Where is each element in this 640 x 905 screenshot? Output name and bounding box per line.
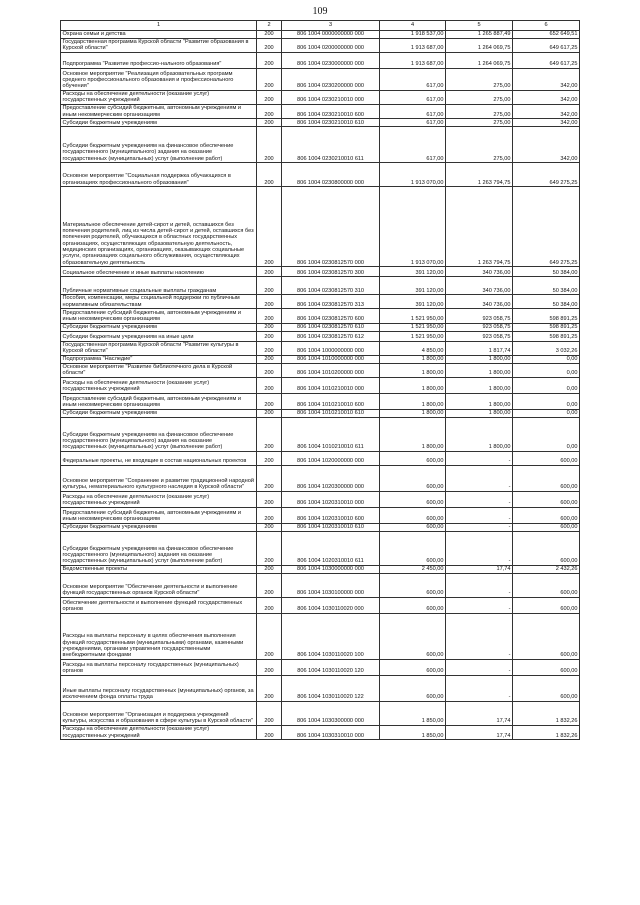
budget-item-name: Субсидии бюджетным учреждениям на финансовое обеспечение государственного (муниципального) задания на оказание государственных (муниципальных) услуг (выполнение работ) [61, 531, 257, 565]
budget-item-name: Публичные нормативные социальные выплаты гражданам [61, 277, 257, 295]
budget-classification-code: 806 1004 1020000000 000 [282, 451, 380, 465]
grbs-code: 200 [257, 267, 282, 277]
grbs-code: 200 [257, 409, 282, 417]
table-row [61, 38, 580, 52]
grbs-code: 200 [257, 451, 282, 465]
executed-amount: 1 800,00 [446, 355, 513, 363]
approved-amount: 1 913 687,00 [380, 38, 446, 52]
budget-item-name: Субсидии бюджетным учреждениям на финансовое обеспечение государственного (муниципального) задания на оказание государственных (муниципальных) услуг (выполнение работ) [61, 127, 257, 163]
table-row [61, 597, 580, 613]
unexecuted-amount: 0,00 [513, 393, 580, 409]
table-row [61, 465, 580, 491]
budget-item-name: Социальное обеспечение и иные выплаты населению [61, 267, 257, 277]
column-header-1: 1 [61, 21, 257, 31]
executed-amount: - [446, 597, 513, 613]
budget-item-name: Основное мероприятие "Развитие библиотечного дела в Курской области" [61, 363, 257, 377]
budget-item-name: Основное мероприятие "Обеспечение деятельности и выполнение функций государственных органов Курской области" [61, 573, 257, 597]
budget-classification-code: 806 1004 0230200000 000 [282, 68, 380, 90]
executed-amount: 1 264 069,75 [446, 52, 513, 68]
grbs-code: 200 [257, 725, 282, 739]
budget-item-name: Основное мероприятие "Сохранение и развитие традиционной народной культуры, нематериального культурного наследия в Курской области" [61, 465, 257, 491]
budget-item-name: Основное мероприятие "Реализация образовательных программ среднего профессионального образования и профессионального обучения" [61, 68, 257, 90]
budget-classification-code: 806 1004 1010210010 000 [282, 377, 380, 393]
grbs-code: 200 [257, 90, 282, 104]
table-row [61, 659, 580, 675]
budget-item-name: Субсидии бюджетным учреждениям на иные цели [61, 331, 257, 341]
executed-amount: 1 800,00 [446, 417, 513, 451]
unexecuted-amount: 598 891,25 [513, 309, 580, 323]
table-row [61, 531, 580, 565]
budget-classification-code: 806 1004 1030100000 000 [282, 573, 380, 597]
executed-amount: 17,74 [446, 725, 513, 739]
executed-amount: 17,74 [446, 701, 513, 725]
grbs-code: 200 [257, 675, 282, 701]
executed-amount: 1 817,74 [446, 341, 513, 355]
unexecuted-amount: 0,00 [513, 377, 580, 393]
executed-amount: 275,00 [446, 104, 513, 118]
executed-amount: 1 800,00 [446, 377, 513, 393]
table-row [61, 393, 580, 409]
table-row [61, 613, 580, 659]
grbs-code: 200 [257, 68, 282, 90]
approved-amount: 617,00 [380, 119, 446, 127]
executed-amount: 1 263 794,75 [446, 187, 513, 267]
table-row [61, 701, 580, 725]
approved-amount: 1 918 537,00 [380, 30, 446, 38]
unexecuted-amount: 649 275,25 [513, 187, 580, 267]
grbs-code: 200 [257, 341, 282, 355]
approved-amount: 1 800,00 [380, 377, 446, 393]
approved-amount: 1 521 950,00 [380, 331, 446, 341]
executed-amount: 1 265 887,49 [446, 30, 513, 38]
budget-classification-code: 806 1004 1000000000 000 [282, 341, 380, 355]
budget-item-name: Субсидии бюджетным учреждениям [61, 523, 257, 531]
budget-classification-code: 806 1004 0000000000 000 [282, 30, 380, 38]
grbs-code: 200 [257, 331, 282, 341]
budget-classification-code: 806 1004 1030000000 000 [282, 565, 380, 573]
column-header-4: 4 [380, 21, 446, 31]
budget-item-name: Государственная программа Курской области "Развитие образования в Курской области" [61, 38, 257, 52]
approved-amount: 1 800,00 [380, 417, 446, 451]
budget-item-name: Подпрограмма "Развитие профессио-нального образования" [61, 52, 257, 68]
budget-classification-code: 806 1004 0230210010 610 [282, 119, 380, 127]
executed-amount: 1 800,00 [446, 393, 513, 409]
budget-item-name: Предоставление субсидий бюджетным, автономным учреждениям и иным некоммерческим организациям [61, 393, 257, 409]
executed-amount: 17,74 [446, 565, 513, 573]
unexecuted-amount: 342,00 [513, 104, 580, 118]
unexecuted-amount: 50 384,00 [513, 277, 580, 295]
approved-amount: 617,00 [380, 90, 446, 104]
budget-classification-code: 806 1004 1020310010 600 [282, 507, 380, 523]
executed-amount: - [446, 465, 513, 491]
approved-amount: 600,00 [380, 451, 446, 465]
budget-classification-code: 806 1004 0230000000 000 [282, 52, 380, 68]
table-row [61, 119, 580, 127]
unexecuted-amount: 50 384,00 [513, 267, 580, 277]
budget-item-name: Расходы на выплаты персоналу государственных (муниципальных) органов [61, 659, 257, 675]
executed-amount: - [446, 659, 513, 675]
table-header-row [61, 21, 580, 31]
unexecuted-amount: 600,00 [513, 523, 580, 531]
approved-amount: 617,00 [380, 127, 446, 163]
table-row [61, 295, 580, 309]
table-row [61, 68, 580, 90]
unexecuted-amount: 600,00 [513, 507, 580, 523]
approved-amount: 1 800,00 [380, 409, 446, 417]
executed-amount: 1 800,00 [446, 409, 513, 417]
executed-amount: 1 264 069,75 [446, 38, 513, 52]
unexecuted-amount: 600,00 [513, 451, 580, 465]
table-row [61, 127, 580, 163]
approved-amount: 600,00 [380, 523, 446, 531]
approved-amount: 391 120,00 [380, 277, 446, 295]
grbs-code: 200 [257, 119, 282, 127]
grbs-code: 200 [257, 309, 282, 323]
unexecuted-amount: 600,00 [513, 491, 580, 507]
table-row [61, 451, 580, 465]
budget-classification-code: 806 1004 0230812570 313 [282, 295, 380, 309]
unexecuted-amount: 342,00 [513, 127, 580, 163]
executed-amount: 1 263 794,75 [446, 163, 513, 187]
budget-item-name: Федеральные проекты, не входящие в состав национальных проектов [61, 451, 257, 465]
grbs-code: 200 [257, 701, 282, 725]
grbs-code: 200 [257, 363, 282, 377]
budget-classification-code: 806 1004 0230812570 310 [282, 277, 380, 295]
grbs-code: 200 [257, 323, 282, 331]
grbs-code: 200 [257, 531, 282, 565]
executed-amount: 1 800,00 [446, 363, 513, 377]
table-row [61, 507, 580, 523]
approved-amount: 1 850,00 [380, 701, 446, 725]
grbs-code: 200 [257, 573, 282, 597]
approved-amount: 600,00 [380, 675, 446, 701]
unexecuted-amount: 649 275,25 [513, 163, 580, 187]
grbs-code: 200 [257, 393, 282, 409]
executed-amount: 275,00 [446, 127, 513, 163]
approved-amount: 391 120,00 [380, 295, 446, 309]
table-row [61, 52, 580, 68]
budget-execution-table [60, 20, 580, 740]
unexecuted-amount: 598 891,25 [513, 331, 580, 341]
executed-amount: - [446, 507, 513, 523]
unexecuted-amount: 600,00 [513, 531, 580, 565]
unexecuted-amount: 50 384,00 [513, 295, 580, 309]
approved-amount: 1 800,00 [380, 363, 446, 377]
grbs-code: 200 [257, 507, 282, 523]
grbs-code: 200 [257, 30, 282, 38]
table-row [61, 341, 580, 355]
grbs-code: 200 [257, 52, 282, 68]
executed-amount: 340 736,00 [446, 295, 513, 309]
executed-amount: 923 058,75 [446, 309, 513, 323]
unexecuted-amount: 649 617,25 [513, 52, 580, 68]
table-row [61, 523, 580, 531]
table-row [61, 267, 580, 277]
budget-item-name: Предоставление субсидий бюджетным, автономным учреждениям и иным некоммерческим организациям [61, 309, 257, 323]
executed-amount: - [446, 531, 513, 565]
budget-item-name: Субсидии бюджетным учреждениям [61, 323, 257, 331]
budget-item-name: Предоставление субсидий бюджетным, автономным учреждениям и иным некоммерческим организациям [61, 507, 257, 523]
budget-item-name: Государственная программа Курской области "Развитие культуры в Курской области" [61, 341, 257, 355]
budget-classification-code: 806 1004 0230812570 612 [282, 331, 380, 341]
unexecuted-amount: 649 617,25 [513, 38, 580, 52]
unexecuted-amount: 3 032,26 [513, 341, 580, 355]
approved-amount: 391 120,00 [380, 267, 446, 277]
grbs-code: 200 [257, 163, 282, 187]
column-header-6: 6 [513, 21, 580, 31]
grbs-code: 200 [257, 491, 282, 507]
table-row [61, 725, 580, 739]
unexecuted-amount: 600,00 [513, 465, 580, 491]
budget-item-name: Расходы на обеспечение деятельности (оказание услуг) государственных учреждений [61, 491, 257, 507]
approved-amount: 617,00 [380, 104, 446, 118]
approved-amount: 4 850,00 [380, 341, 446, 355]
grbs-code: 200 [257, 659, 282, 675]
budget-item-name: Охрана семьи и детства [61, 30, 257, 38]
page-number: 109 [312, 6, 328, 17]
grbs-code: 200 [257, 597, 282, 613]
unexecuted-amount: 342,00 [513, 68, 580, 90]
grbs-code: 200 [257, 417, 282, 451]
unexecuted-amount: 652 649,51 [513, 30, 580, 38]
grbs-code: 200 [257, 127, 282, 163]
table-row [61, 565, 580, 573]
budget-classification-code: 806 1004 1030110020 100 [282, 613, 380, 659]
unexecuted-amount: 1 832,26 [513, 725, 580, 739]
budget-item-name: Основное мероприятие "Организация и поддержка учреждений культуры, искусства и образования в сфере культуры в Курской области" [61, 701, 257, 725]
unexecuted-amount: 2 432,26 [513, 565, 580, 573]
budget-classification-code: 806 1004 1020310010 000 [282, 491, 380, 507]
approved-amount: 1 913 070,00 [380, 187, 446, 267]
column-header-3: 3 [282, 21, 380, 31]
budget-classification-code: 806 1004 0230812570 000 [282, 187, 380, 267]
grbs-code: 200 [257, 377, 282, 393]
grbs-code: 200 [257, 187, 282, 267]
budget-classification-code: 806 1004 1020300000 000 [282, 465, 380, 491]
executed-amount: 340 736,00 [446, 267, 513, 277]
grbs-code: 200 [257, 38, 282, 52]
budget-item-name: Предоставление субсидий бюджетным, автономным учреждениям и иным некоммерческим организациям [61, 104, 257, 118]
grbs-code: 200 [257, 465, 282, 491]
executed-amount: 275,00 [446, 68, 513, 90]
grbs-code: 200 [257, 277, 282, 295]
approved-amount: 600,00 [380, 507, 446, 523]
budget-item-name: Расходы на обеспечение деятельности (оказание услуг) государственных учреждений [61, 725, 257, 739]
table-row [61, 409, 580, 417]
approved-amount: 1 800,00 [380, 355, 446, 363]
table-row [61, 187, 580, 267]
table-row [61, 377, 580, 393]
table-row [61, 355, 580, 363]
column-header-2: 2 [257, 21, 282, 31]
table-row [61, 573, 580, 597]
unexecuted-amount: 600,00 [513, 675, 580, 701]
budget-classification-code: 806 1004 1030110020 000 [282, 597, 380, 613]
budget-item-name: Субсидии бюджетным учреждениям [61, 119, 257, 127]
executed-amount: 923 058,75 [446, 331, 513, 341]
executed-amount: - [446, 523, 513, 531]
unexecuted-amount: 600,00 [513, 597, 580, 613]
grbs-code: 200 [257, 104, 282, 118]
table-row [61, 90, 580, 104]
table-row [61, 323, 580, 331]
unexecuted-amount: 600,00 [513, 573, 580, 597]
budget-item-name: Обеспечение деятельности и выполнение функций государственных органов [61, 597, 257, 613]
budget-classification-code: 806 1004 0200000000 000 [282, 38, 380, 52]
unexecuted-amount: 0,00 [513, 355, 580, 363]
budget-classification-code: 806 1004 1030110020 120 [282, 659, 380, 675]
approved-amount: 2 450,00 [380, 565, 446, 573]
table-row [61, 363, 580, 377]
approved-amount: 600,00 [380, 491, 446, 507]
budget-item-name: Расходы на обеспечение деятельности (оказание услуг) государственных учреждений [61, 90, 257, 104]
grbs-code: 200 [257, 355, 282, 363]
approved-amount: 1 800,00 [380, 393, 446, 409]
unexecuted-amount: 600,00 [513, 659, 580, 675]
approved-amount: 600,00 [380, 573, 446, 597]
budget-item-name: Материальное обеспечение детей-сирот и детей, оставшихся без попечения родителей, лиц из числа детей-сирот и детей, оставшихся без попечения родителей, обучающихся в областных государственных организациях, осуществляющих образовательную деятельность, медицинских организациях, организациях, оказывающих социальные услуги, организациях социального обслуживания, осуществляющих образовательную деятельность [61, 187, 257, 267]
budget-item-name: Подпрограмма "Наследие" [61, 355, 257, 363]
table-row [61, 331, 580, 341]
approved-amount: 600,00 [380, 659, 446, 675]
unexecuted-amount: 0,00 [513, 409, 580, 417]
executed-amount: - [446, 573, 513, 597]
unexecuted-amount: 598 891,25 [513, 323, 580, 331]
unexecuted-amount: 342,00 [513, 90, 580, 104]
executed-amount: - [446, 675, 513, 701]
grbs-code: 200 [257, 295, 282, 309]
approved-amount: 600,00 [380, 597, 446, 613]
executed-amount: 275,00 [446, 119, 513, 127]
approved-amount: 617,00 [380, 68, 446, 90]
budget-item-name: Пособия, компенсации, меры социальной поддержки по публичным нормативным обязательствам [61, 295, 257, 309]
table-row [61, 491, 580, 507]
budget-item-name: Субсидии бюджетным учреждениям [61, 409, 257, 417]
approved-amount: 1 913 070,00 [380, 163, 446, 187]
unexecuted-amount: 0,00 [513, 363, 580, 377]
grbs-code: 200 [257, 523, 282, 531]
executed-amount: - [446, 451, 513, 465]
budget-classification-code: 806 1004 0230210010 611 [282, 127, 380, 163]
budget-classification-code: 806 1004 1010200000 000 [282, 363, 380, 377]
table-row [61, 30, 580, 38]
executed-amount: - [446, 491, 513, 507]
budget-classification-code: 806 1004 0230812570 300 [282, 267, 380, 277]
table-row [61, 417, 580, 451]
budget-item-name: Расходы на выплаты персоналу в целях обеспечения выполнения функций государственными (муниципальными) органами, казенными учреждениями, органами управления государственными внебюджетными фондами [61, 613, 257, 659]
budget-classification-code: 806 1004 1030310010 000 [282, 725, 380, 739]
approved-amount: 600,00 [380, 613, 446, 659]
approved-amount: 600,00 [380, 465, 446, 491]
executed-amount: - [446, 613, 513, 659]
approved-amount: 1 850,00 [380, 725, 446, 739]
budget-classification-code: 806 1004 0230812570 600 [282, 309, 380, 323]
budget-classification-code: 806 1004 1020310010 611 [282, 531, 380, 565]
budget-classification-code: 806 1004 0230812570 610 [282, 323, 380, 331]
budget-classification-code: 806 1004 1010000000 000 [282, 355, 380, 363]
executed-amount: 923 058,75 [446, 323, 513, 331]
approved-amount: 1 521 950,00 [380, 323, 446, 331]
approved-amount: 1 913 687,00 [380, 52, 446, 68]
budget-item-name: Основное мероприятие "Социальная поддержка обучающихся в организациях профессионального образования" [61, 163, 257, 187]
budget-classification-code: 806 1004 1020310010 610 [282, 523, 380, 531]
grbs-code: 200 [257, 613, 282, 659]
unexecuted-amount: 0,00 [513, 417, 580, 451]
approved-amount: 600,00 [380, 531, 446, 565]
budget-classification-code: 806 1004 0230800000 000 [282, 163, 380, 187]
budget-classification-code: 806 1004 1030300000 000 [282, 701, 380, 725]
table-row [61, 104, 580, 118]
executed-amount: 340 736,00 [446, 277, 513, 295]
budget-item-name: Иные выплаты персоналу государственных (муниципальных) органов, за исключением фонда оплаты труда [61, 675, 257, 701]
budget-classification-code: 806 1004 1010210010 611 [282, 417, 380, 451]
table-row [61, 675, 580, 701]
budget-item-name: Ведомственные проекты [61, 565, 257, 573]
budget-item-name: Субсидии бюджетным учреждениям на финансовое обеспечение государственного (муниципального) задания на оказание государственных (муниципальных) услуг (выполнение работ) [61, 417, 257, 451]
table-row [61, 277, 580, 295]
table-body [61, 30, 580, 740]
approved-amount: 1 521 950,00 [380, 309, 446, 323]
executed-amount: 275,00 [446, 90, 513, 104]
unexecuted-amount: 600,00 [513, 613, 580, 659]
grbs-code: 200 [257, 565, 282, 573]
table-row [61, 163, 580, 187]
budget-classification-code: 806 1004 0230210010 000 [282, 90, 380, 104]
budget-classification-code: 806 1004 1030110020 122 [282, 675, 380, 701]
budget-classification-code: 806 1004 0230210010 600 [282, 104, 380, 118]
budget-item-name: Расходы на обеспечение деятельности (оказание услуг) государственных учреждений [61, 377, 257, 393]
budget-classification-code: 806 1004 1010210010 600 [282, 393, 380, 409]
unexecuted-amount: 1 832,26 [513, 701, 580, 725]
unexecuted-amount: 342,00 [513, 119, 580, 127]
column-header-5: 5 [446, 21, 513, 31]
budget-classification-code: 806 1004 1010210010 610 [282, 409, 380, 417]
table-row [61, 309, 580, 323]
